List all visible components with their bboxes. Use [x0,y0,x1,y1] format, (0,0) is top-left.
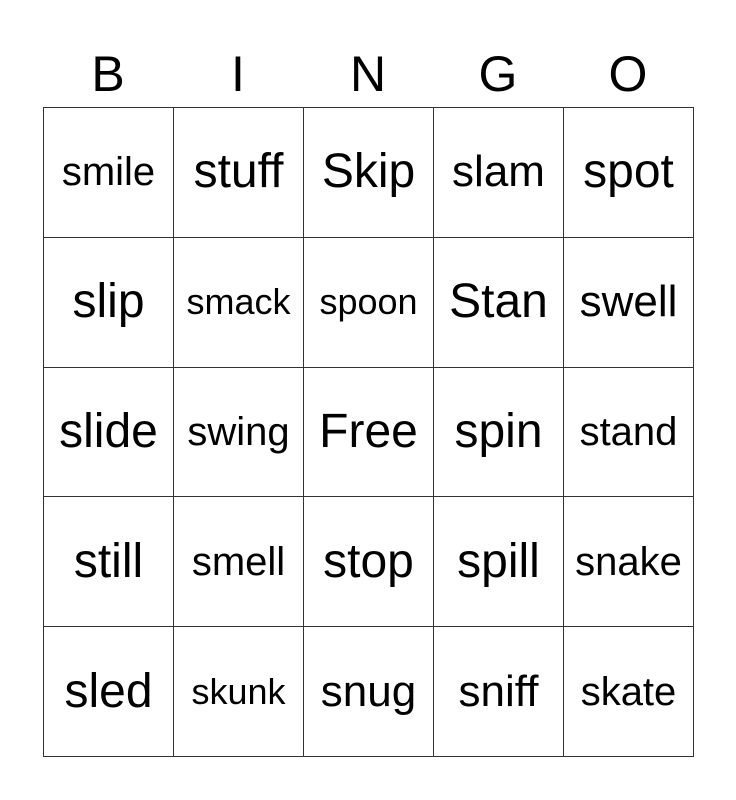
bingo-cell: sniff [434,627,564,757]
bingo-cell: swing [174,368,304,498]
bingo-cell: smack [174,238,304,368]
bingo-cell: sled [44,627,174,757]
bingo-cell: stop [304,497,434,627]
bingo-header [43,42,693,106]
free-space: Free [304,368,434,498]
header-letter-n: N [349,46,387,102]
bingo-cell: slam [434,108,564,238]
bingo-cell: spot [564,108,694,238]
header-letter-b: B [91,46,125,102]
bingo-cell: snake [564,497,694,627]
header-letter-g: G [478,46,518,102]
bingo-cell: swell [564,238,694,368]
bingo-cell: skate [564,627,694,757]
bingo-cell: spill [434,497,564,627]
bingo-cell: snug [304,627,434,757]
bingo-cell: still [44,497,174,627]
bingo-cell: spoon [304,238,434,368]
bingo-cell: skunk [174,627,304,757]
bingo-cell: spin [434,368,564,498]
bingo-cell: smell [174,497,304,627]
header-letter-o: O [608,46,648,102]
bingo-cell: smile [44,108,174,238]
bingo-cell: Skip [304,108,434,238]
bingo-cell: stand [564,368,694,498]
bingo-cell: slip [44,238,174,368]
bingo-cell: slide [44,368,174,498]
bingo-cell: stuff [174,108,304,238]
bingo-grid [43,107,694,757]
bingo-cell: Stan [434,238,564,368]
header-letter-i: I [231,46,245,102]
